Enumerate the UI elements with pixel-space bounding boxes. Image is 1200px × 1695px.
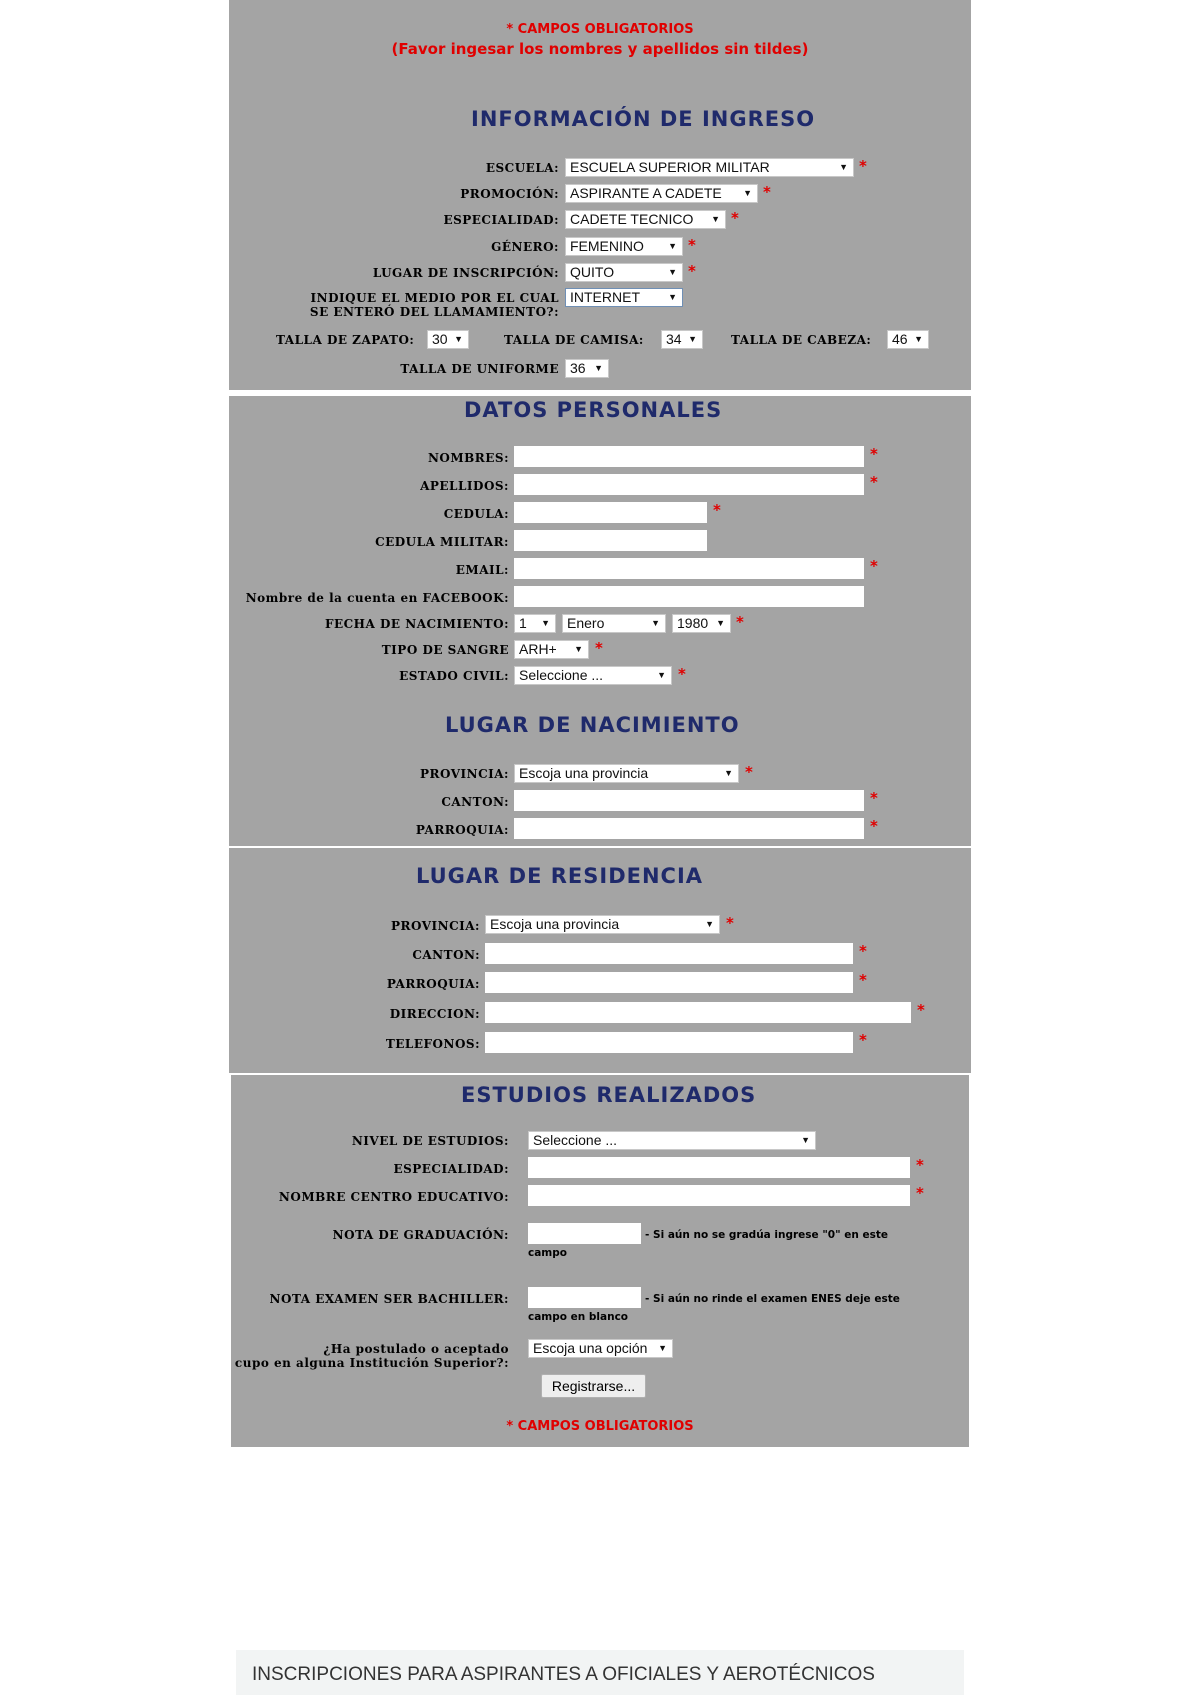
required-marker: * bbox=[870, 557, 878, 575]
registrarse-button[interactable]: Registrarse... bbox=[541, 1374, 646, 1398]
label-parroquia-nacimiento: PARROQUIA: bbox=[415, 823, 509, 837]
label-cedula-militar: CEDULA MILITAR: bbox=[375, 535, 509, 549]
hint-nota-graduacion: - Si aún no se gradúa ingrese "0" en este bbox=[645, 1229, 888, 1241]
required-fields-note-bottom: * CAMPOS OBLIGATORIOS bbox=[506, 1419, 694, 1434]
label-direccion: DIRECCION: bbox=[389, 1007, 480, 1021]
label-nombres: NOMBRES: bbox=[427, 451, 509, 465]
input-telefonos[interactable] bbox=[485, 1032, 853, 1053]
required-marker: * bbox=[745, 763, 753, 781]
label-parroquia-residencia: PARROQUIA: bbox=[386, 977, 480, 991]
input-nombres[interactable] bbox=[514, 446, 864, 467]
select-anio-nacimiento[interactable]: 1980 ▼ bbox=[672, 614, 731, 633]
label-nota-graduacion: NOTA DE GRADUACIÓN: bbox=[332, 1228, 509, 1242]
select-talla-camisa[interactable]: 34 ▼ bbox=[661, 330, 703, 349]
required-fields-note: * CAMPOS OBLIGATORIOS bbox=[506, 22, 694, 37]
required-marker: * bbox=[870, 789, 878, 807]
dropdown-arrow-icon: ▼ bbox=[574, 644, 583, 654]
label-provincia-nacimiento: PROVINCIA: bbox=[419, 767, 509, 781]
select-talla-zapato[interactable]: 30 ▼ bbox=[427, 330, 469, 349]
label-especialidad-estudios: ESPECIALIDAD: bbox=[393, 1162, 509, 1176]
dropdown-arrow-icon: ▼ bbox=[743, 188, 752, 198]
input-nota-graduacion[interactable] bbox=[528, 1223, 641, 1244]
required-marker: * bbox=[917, 1001, 925, 1019]
input-especialidad-estudios[interactable] bbox=[528, 1157, 910, 1178]
required-marker: * bbox=[916, 1184, 924, 1202]
input-apellidos[interactable] bbox=[514, 474, 864, 495]
input-cedula-militar[interactable] bbox=[514, 530, 707, 551]
select-genero[interactable]: FEMENINO ▼ bbox=[565, 237, 683, 256]
input-parroquia-residencia[interactable] bbox=[485, 972, 853, 993]
label-talla-zapato: TALLA DE ZAPATO: bbox=[276, 333, 415, 347]
label-cedula: CEDULA: bbox=[443, 507, 509, 521]
label-estado-civil: ESTADO CIVIL: bbox=[399, 669, 509, 683]
label-apellidos: APELLIDOS: bbox=[420, 479, 509, 493]
select-lugar-inscripcion[interactable]: QUITO ▼ bbox=[565, 263, 683, 282]
label-escuela: ESCUELA: bbox=[485, 161, 559, 175]
select-escuela[interactable]: ESCUELA SUPERIOR MILITAR ▼ bbox=[565, 158, 854, 177]
required-marker: * bbox=[726, 914, 734, 932]
section-estudios bbox=[231, 1075, 969, 1447]
dropdown-arrow-icon: ▼ bbox=[724, 768, 733, 778]
dropdown-arrow-icon: ▼ bbox=[668, 241, 677, 251]
label-especialidad: ESPECIALIDAD: bbox=[443, 213, 559, 227]
dropdown-arrow-icon: ▼ bbox=[657, 670, 666, 680]
select-mes-nacimiento[interactable]: Enero ▼ bbox=[562, 614, 666, 633]
dropdown-arrow-icon: ▼ bbox=[839, 162, 848, 172]
label-tipo-sangre: TIPO DE SANGRE bbox=[381, 643, 509, 657]
section-title-estudios: ESTUDIOS REALIZADOS bbox=[461, 1083, 757, 1107]
required-marker: * bbox=[688, 262, 696, 280]
select-especialidad[interactable]: CADETE TECNICO ▼ bbox=[565, 210, 726, 229]
required-marker: * bbox=[859, 157, 867, 175]
dropdown-arrow-icon: ▼ bbox=[541, 618, 550, 628]
label-nota-ser-bachiller: NOTA EXAMEN SER BACHILLER: bbox=[269, 1292, 509, 1306]
required-marker: * bbox=[763, 183, 771, 201]
select-promocion[interactable]: ASPIRANTE A CADETE ▼ bbox=[565, 184, 758, 203]
label-lugar-inscripcion: LUGAR DE INSCRIPCIÓN: bbox=[372, 266, 559, 280]
required-marker: * bbox=[859, 971, 867, 989]
required-marker: * bbox=[595, 639, 603, 657]
hint-nota-ser-bachiller-2: campo en blanco bbox=[528, 1311, 629, 1323]
section-title-ingreso: INFORMACIÓN DE INGRESO bbox=[471, 107, 816, 131]
required-marker: * bbox=[870, 817, 878, 835]
select-tipo-sangre[interactable]: ARH+ ▼ bbox=[514, 640, 589, 659]
input-cedula[interactable] bbox=[514, 502, 707, 523]
label-medio-1: INDIQUE EL MEDIO POR EL CUAL bbox=[310, 291, 559, 305]
input-direccion[interactable] bbox=[485, 1002, 911, 1023]
accent-warning-note: (Favor ingesar los nombres y apellidos sin tildes) bbox=[391, 40, 809, 58]
dropdown-arrow-icon: ▼ bbox=[594, 363, 603, 373]
required-marker: * bbox=[870, 445, 878, 463]
label-canton-residencia: CANTON: bbox=[412, 948, 480, 962]
dropdown-arrow-icon: ▼ bbox=[668, 267, 677, 277]
required-marker: * bbox=[859, 1031, 867, 1049]
label-talla-uniforme: TALLA DE UNIFORME bbox=[400, 362, 559, 376]
dropdown-arrow-icon: ▼ bbox=[454, 334, 463, 344]
dropdown-arrow-icon: ▼ bbox=[716, 618, 725, 628]
select-nivel-estudios[interactable]: Seleccione ... ▼ bbox=[528, 1131, 816, 1150]
label-telefonos: TELEFONOS: bbox=[385, 1037, 480, 1051]
label-medio-2: SE ENTERÓ DEL LLAMAMIENTO?: bbox=[309, 305, 559, 319]
dropdown-arrow-icon: ▼ bbox=[658, 1343, 667, 1353]
footer-banner bbox=[236, 1650, 964, 1695]
label-email: EMAIL: bbox=[455, 563, 509, 577]
label-canton-nacimiento: CANTON: bbox=[441, 795, 509, 809]
required-marker: * bbox=[736, 613, 744, 631]
label-genero: GÉNERO: bbox=[491, 240, 559, 254]
select-talla-uniforme[interactable]: 36 ▼ bbox=[565, 359, 609, 378]
input-centro-educativo[interactable] bbox=[528, 1185, 910, 1206]
required-marker: * bbox=[678, 665, 686, 683]
select-provincia-nacimiento[interactable]: Escoja una provincia ▼ bbox=[514, 764, 739, 783]
section-residencia bbox=[229, 848, 971, 1073]
dropdown-arrow-icon: ▼ bbox=[801, 1135, 810, 1145]
dropdown-arrow-icon: ▼ bbox=[688, 334, 697, 344]
section-title-nacimiento: LUGAR DE NACIMIENTO bbox=[445, 713, 740, 737]
label-fecha-nacimiento: FECHA DE NACIMIENTO: bbox=[324, 617, 509, 631]
required-marker: * bbox=[688, 236, 696, 254]
section-title-personales: DATOS PERSONALES bbox=[464, 398, 723, 422]
section-title-residencia: LUGAR DE RESIDENCIA bbox=[416, 864, 704, 888]
section-ingreso bbox=[229, 0, 971, 390]
input-canton-nacimiento[interactable] bbox=[514, 790, 864, 811]
required-marker: * bbox=[731, 209, 739, 227]
dropdown-arrow-icon: ▼ bbox=[711, 214, 720, 224]
label-cupo-2: cupo en alguna Institución Superior?: bbox=[234, 1356, 509, 1370]
footer-title: INSCRIPCIONES PARA ASPIRANTES A OFICIALES Y AEROTÉCNICOS bbox=[252, 1664, 875, 1685]
hint-nota-graduacion-2: campo bbox=[528, 1247, 567, 1259]
label-talla-camisa: TALLA DE CAMISA: bbox=[504, 333, 644, 347]
required-marker: * bbox=[859, 942, 867, 960]
select-talla-cabeza[interactable]: 46 ▼ bbox=[887, 330, 929, 349]
input-nota-ser-bachiller[interactable] bbox=[528, 1287, 641, 1308]
label-talla-cabeza: TALLA DE CABEZA: bbox=[731, 333, 872, 347]
label-nivel-estudios: NIVEL DE ESTUDIOS: bbox=[351, 1134, 509, 1148]
hint-nota-ser-bachiller: - Si aún no rinde el examen ENES deje este bbox=[645, 1293, 900, 1305]
input-canton-residencia[interactable] bbox=[485, 943, 853, 964]
select-dia-nacimiento[interactable]: 1 ▼ bbox=[514, 614, 556, 633]
required-marker: * bbox=[916, 1156, 924, 1174]
select-medio[interactable]: INTERNET ▼ bbox=[565, 288, 683, 307]
select-provincia-residencia[interactable]: Escoja una provincia ▼ bbox=[485, 915, 720, 934]
dropdown-arrow-icon: ▼ bbox=[651, 618, 660, 628]
required-marker: * bbox=[713, 501, 721, 519]
input-facebook[interactable] bbox=[514, 586, 864, 607]
dropdown-arrow-icon: ▼ bbox=[914, 334, 923, 344]
label-promocion: PROMOCIÓN: bbox=[460, 187, 559, 201]
label-provincia-residencia: PROVINCIA: bbox=[390, 919, 480, 933]
select-estado-civil[interactable]: Seleccione ... ▼ bbox=[514, 666, 672, 685]
dropdown-arrow-icon: ▼ bbox=[705, 919, 714, 929]
input-email[interactable] bbox=[514, 558, 864, 579]
label-facebook: Nombre de la cuenta en FACEBOOK: bbox=[245, 591, 509, 605]
input-parroquia-nacimiento[interactable] bbox=[514, 818, 864, 839]
label-centro-educativo: NOMBRE CENTRO EDUCATIVO: bbox=[278, 1190, 509, 1204]
required-marker: * bbox=[870, 473, 878, 491]
label-cupo-1: ¿Ha postulado o aceptado bbox=[323, 1342, 509, 1356]
dropdown-arrow-icon: ▼ bbox=[668, 292, 677, 302]
section-personales bbox=[229, 396, 971, 846]
select-cupo[interactable]: Escoja una opción ▼ bbox=[528, 1339, 673, 1358]
